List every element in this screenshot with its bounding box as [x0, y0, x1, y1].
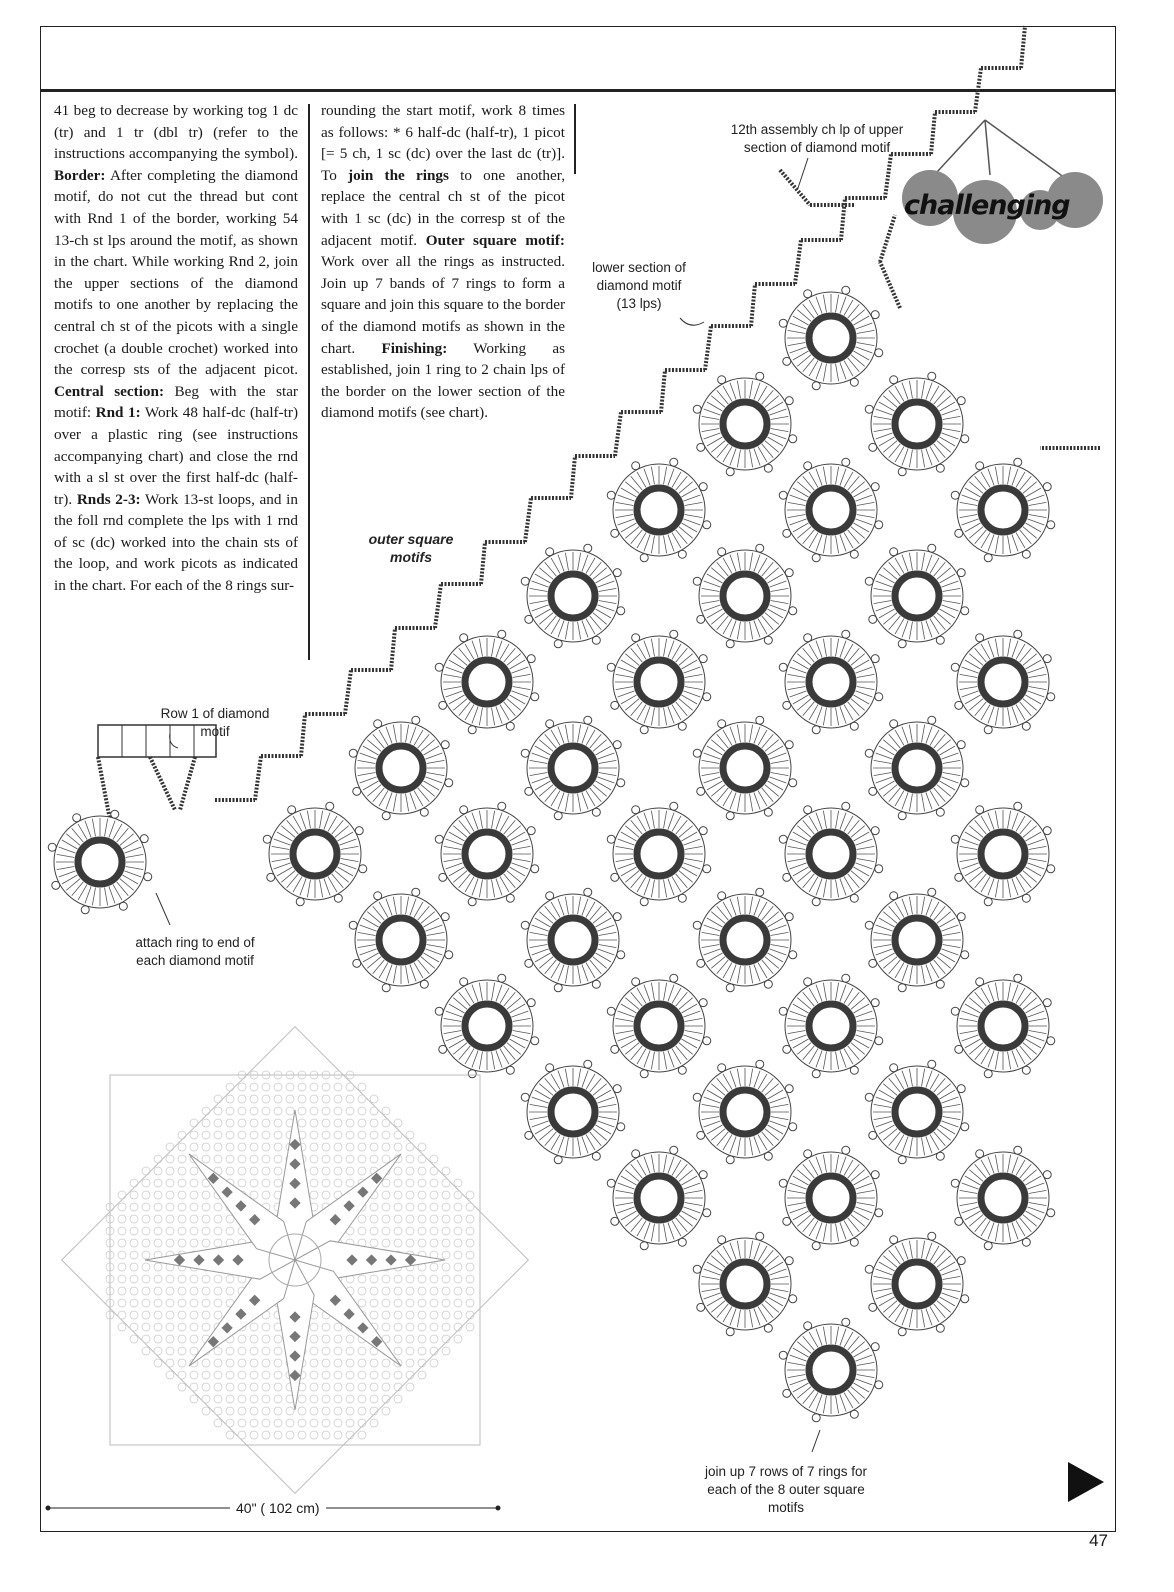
ring-motif: [951, 974, 1055, 1078]
label-attach-ring: attach ring to end of each diamond motif: [135, 935, 255, 968]
label-row1: Row 1 of diamond motif: [160, 706, 270, 739]
chain-segment: [885, 154, 891, 198]
ring-motif: [951, 458, 1055, 562]
ring-motif: [607, 974, 711, 1078]
chain-segment: [98, 757, 110, 820]
chain-segment: [301, 714, 305, 756]
ring-motif: [779, 1318, 883, 1422]
ring-motif: [779, 974, 883, 1078]
mandala-overview-diagram: [62, 1027, 529, 1494]
ring-motif: [521, 1060, 625, 1164]
ring-motif: [693, 1232, 797, 1336]
chain-segment: [150, 757, 175, 810]
chain-segment: [880, 215, 895, 262]
column-1-run: Work 48 half-dc (half-tr) over a plastic ring (see instructions accompanying chart) and close the rnd with a sl st over the first half-dc (half-tr).: [54, 404, 299, 508]
ring-motif: [435, 974, 539, 1078]
chain-segment: [435, 584, 441, 628]
ring-motif: [607, 1146, 711, 1250]
column-2-run: Working as established, join 1 ring to 2 chain lps of the border on the lower section of the diamond motifs (see chart).: [321, 339, 565, 422]
ring-motif: [263, 802, 367, 906]
ring-motif: [951, 630, 1055, 734]
chain-segment: [780, 170, 810, 205]
ring-motif: [349, 888, 453, 992]
chain-segment: [481, 542, 485, 584]
ring-motif: [865, 888, 969, 992]
label-outer-square: outer square motifs: [368, 531, 454, 565]
ring-motif: [779, 802, 883, 906]
column-1-run: After completing the diamond motif, do not cut the thread but cont with Rnd 1 of the border, working 54 13-ch st lps around the motif, as shown in the chart. While working Rnd 2, join the upper sections of the diamond motifs to one another by replacing the central ch st of the picots with a single crochet (a double crochet) worked into the corresp sts of the adjacent picot.: [54, 166, 298, 379]
chain-segment: [880, 262, 900, 308]
chain-segment: [795, 240, 801, 284]
column-1-run: Beg with the star motif:: [54, 382, 298, 422]
dimension-label: 40" ( 102 cm): [230, 1500, 326, 1516]
column-1-run: Work 13-st loops, and in the foll rnd complete the lps with 1 rnd of sc (dc) worked into the chain sts of the loop, and work picots as indicated in the chart. For each of the 8 rings sur-: [54, 490, 298, 595]
ring-motif: [521, 888, 625, 992]
page-number: 47: [1089, 1531, 1108, 1550]
ring-motif: [607, 458, 711, 562]
difficulty-badge-label: challenging: [904, 190, 1070, 221]
chain-segment: [931, 112, 935, 154]
ring-motif: [435, 802, 539, 906]
ring-motif: [607, 802, 711, 906]
ring-motif: [865, 716, 969, 820]
chain-segment: [391, 628, 395, 670]
column-2-run: Finishing:: [381, 339, 448, 357]
chain-segment: [525, 498, 531, 542]
ring-motif: [779, 458, 883, 562]
chain-segment: [1021, 26, 1025, 68]
chain-segment: [705, 326, 711, 370]
ring-motif: [779, 630, 883, 734]
ring-motif: [865, 1232, 969, 1336]
ring-motif: [865, 1060, 969, 1164]
column-1-run: Border:: [54, 166, 106, 184]
column-2-run: Work over all the rings as instructed. Join up 7 bands of 7 rings to form a square and join this square to the border of the diamond motifs as shown in the chart.: [321, 253, 565, 357]
chain-segment: [255, 756, 261, 800]
column-1-run: Rnd 1:: [95, 404, 141, 422]
column-2-run: to one another, replace the central ch st of the picot with 1 sc (dc) in the corresp st of the adjacent motif.: [321, 166, 565, 249]
ring-motif: [693, 544, 797, 648]
column-1-run: Central section:: [54, 382, 165, 400]
column-2-run: join the rings: [348, 166, 449, 184]
chain-segment: [180, 757, 195, 810]
ring-motif: [865, 372, 969, 476]
ring-motif: [693, 372, 797, 476]
label-assembly: 12th assembly ch lp of upper section of diamond motif: [730, 122, 904, 155]
chain-segment: [751, 284, 755, 326]
chain-segment: [571, 456, 575, 498]
ring-motif: [349, 716, 453, 820]
ring-motif: [521, 716, 625, 820]
ring-motif: [607, 630, 711, 734]
ring-motif: [865, 544, 969, 648]
chain-segment: [975, 68, 981, 112]
label-join-rows: join up 7 rows of 7 rings for each of the 8 outer square motifs: [704, 1464, 868, 1515]
ring-motif: [48, 810, 152, 914]
ring-motif: [779, 1146, 883, 1250]
chain-segment: [615, 412, 621, 456]
chain-segment: [345, 670, 351, 714]
column-2-run: rounding the start motif, work 8 times as follows: * 6 half-dc (half-tr), 1 picot [= 5 ch, 1 sc (dc) over the last dc (tr)]. To: [321, 102, 565, 184]
next-page-arrow-icon: [1068, 1462, 1104, 1502]
column-1-run: Rnds 2-3:: [76, 490, 141, 508]
ring-motif: [779, 286, 883, 390]
ring-motif: [693, 716, 797, 820]
ring-motif: [435, 630, 539, 734]
ring-motif: [521, 544, 625, 648]
column-1-run: 41 beg to decrease by working tog 1 dc (tr) and 1 tr (dbl tr) (refer to the instructions accompanying the symbol).: [54, 102, 298, 163]
label-lower-section: lower section of diamond motif (13 lps): [592, 260, 686, 311]
column-2-run: Outer square motif:: [425, 231, 565, 249]
ring-motif: [693, 1060, 797, 1164]
ring-motif: [693, 888, 797, 992]
ring-motif: [951, 802, 1055, 906]
ring-motif: [951, 1146, 1055, 1250]
chain-segment: [661, 370, 665, 412]
